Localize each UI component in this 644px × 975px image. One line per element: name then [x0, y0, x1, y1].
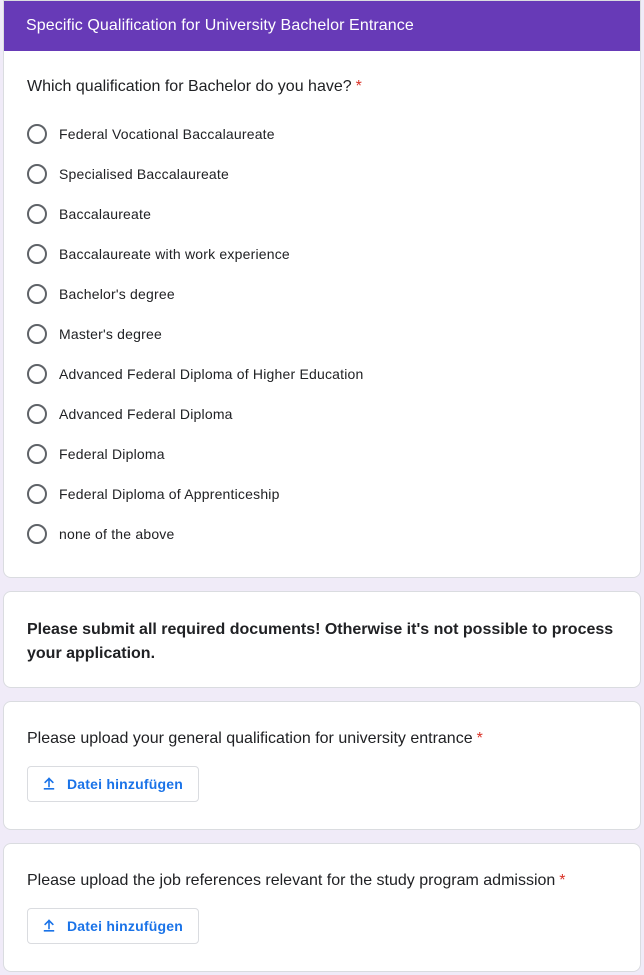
radio-option-federal-diploma-apprenticeship[interactable] [27, 482, 280, 506]
radio-option-masters-degree[interactable] [27, 322, 162, 346]
radio-button[interactable] [27, 444, 47, 464]
radio-button[interactable] [27, 324, 47, 344]
radio-option-label: Federal Diploma of Apprenticeship [59, 486, 280, 502]
radio-button[interactable] [27, 204, 47, 224]
required-asterisk: * [559, 872, 566, 889]
radio-option-specialised-baccalaureate[interactable] [27, 162, 229, 186]
upload-question-card-qualification [3, 701, 641, 830]
add-file-button-label: Datei hinzufügen [67, 918, 183, 934]
radio-option-bachelors-degree[interactable] [27, 282, 175, 306]
radio-option-label: Federal Vocational Baccalaureate [59, 126, 275, 142]
qualification-question-card [3, 0, 641, 578]
radio-button[interactable] [27, 284, 47, 304]
radio-option-advanced-federal-diploma-higher-education[interactable] [27, 362, 364, 386]
upload-question-title [27, 728, 483, 750]
radio-option-federal-diploma[interactable] [27, 442, 165, 466]
upload-question-title [27, 870, 566, 892]
add-file-button-label: Datei hinzufügen [67, 776, 183, 792]
question-title [27, 76, 362, 98]
radio-button[interactable] [27, 364, 47, 384]
upload-question-title-text: Please upload your general qualification for university entrance [27, 730, 473, 747]
required-asterisk: * [355, 78, 362, 95]
radio-option-label: Federal Diploma [59, 446, 165, 462]
radio-option-label: Master's degree [59, 326, 162, 342]
section-header: Specific Qualification for University Bachelor Entrance [4, 1, 640, 51]
radio-option-advanced-federal-diploma[interactable] [27, 402, 233, 426]
radio-option-label: none of the above [59, 526, 175, 542]
radio-option-federal-vocational-baccalaureate[interactable] [27, 122, 275, 146]
required-asterisk: * [476, 730, 483, 747]
radio-button[interactable] [27, 124, 47, 144]
radio-option-baccalaureate[interactable] [27, 202, 151, 226]
radio-option-label: Advanced Federal Diploma of Higher Education [59, 366, 364, 382]
upload-question-card-job-references [3, 843, 641, 972]
add-file-button[interactable] [27, 766, 199, 802]
add-file-button[interactable] [27, 908, 199, 944]
radio-option-label: Advanced Federal Diploma [59, 406, 233, 422]
upload-icon [41, 918, 57, 934]
upload-icon [41, 776, 57, 792]
info-text: Please submit all required documents! Otherwise it's not possible to process your application. [27, 621, 614, 662]
upload-question-title-text: Please upload the job references relevant for the study program admission [27, 872, 556, 889]
radio-option-none-of-the-above[interactable] [27, 522, 175, 546]
radio-option-baccalaureate-work-experience[interactable] [27, 242, 290, 266]
radio-option-label: Bachelor's degree [59, 286, 175, 302]
radio-button[interactable] [27, 484, 47, 504]
question-title-text: Which qualification for Bachelor do you have? [27, 78, 352, 95]
radio-option-label: Baccalaureate [59, 206, 152, 222]
radio-button[interactable] [27, 164, 47, 184]
info-card [3, 591, 641, 688]
radio-option-label: Baccalaureate with work experience [59, 246, 290, 262]
radio-button[interactable] [27, 244, 47, 264]
radio-button[interactable] [27, 404, 47, 424]
radio-option-label: Specialised Baccalaureate [59, 166, 229, 182]
radio-button[interactable] [27, 524, 47, 544]
